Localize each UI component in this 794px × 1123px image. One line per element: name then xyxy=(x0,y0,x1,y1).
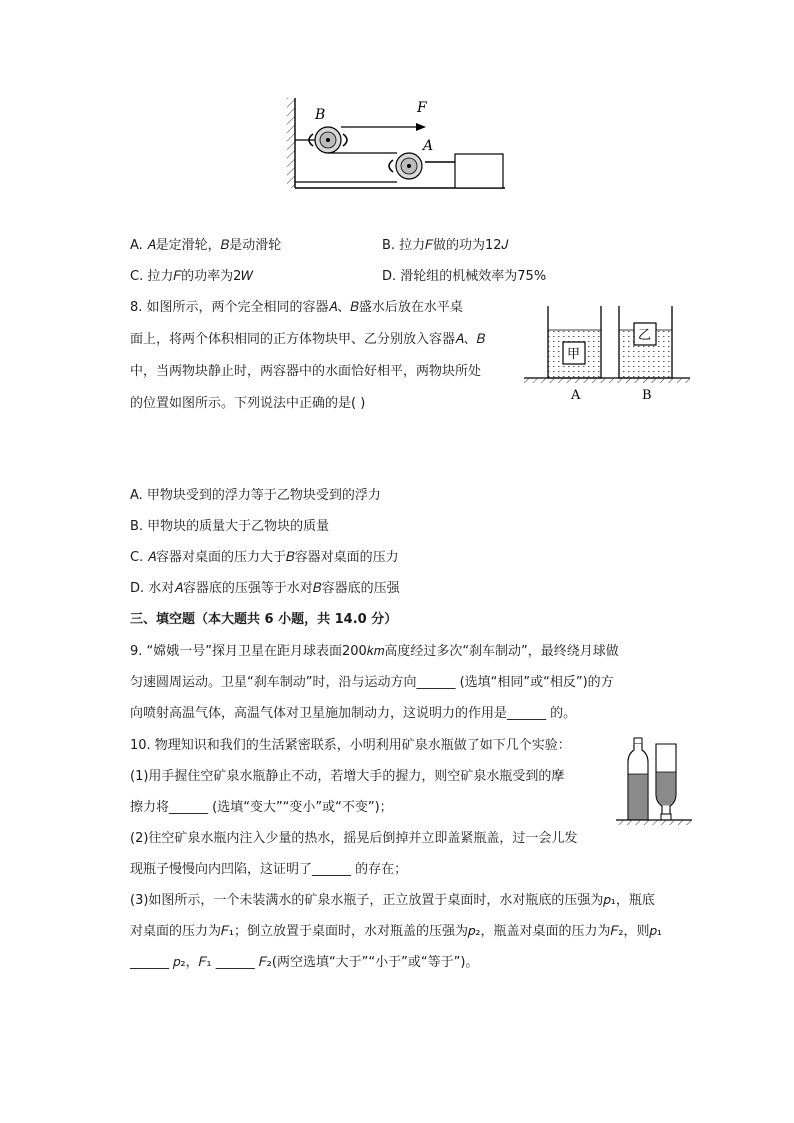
q9-line-3: 向喷射高温气体，高温气体对卫星施加制动力，这说明力的作用是______ 的。 xyxy=(130,706,577,721)
q10-line-8: ______ 𝑝₂，𝐹₁ ______ 𝐹₂(两空选填“大于”“小于”或“等于”)。 xyxy=(130,955,479,970)
q7-option-c: C. 拉力𝐹的功率为2𝑊 xyxy=(130,269,254,284)
block-jia-label: 甲 xyxy=(567,347,581,362)
inverted-bottle xyxy=(656,744,676,820)
q10-line-6: (3)如图所示，一个未装满水的矿泉水瓶子，正立放置于桌面时，水对瓶底的压强为𝑝₁，瓶底 xyxy=(130,893,655,908)
section-3-heading: 三、填空题（本大题共 6 小题，共 14.0 分） xyxy=(130,612,398,627)
block-yi-label: 乙 xyxy=(638,328,652,343)
q10-line-1: 10. 物理知识和我们的生活紧密联系，小明利用矿泉水瓶做了如下几个实验： xyxy=(130,738,571,753)
container-a-label: A xyxy=(571,388,581,403)
wall-hatch xyxy=(287,98,295,188)
q9-line-2: 匀速圆周运动。卫星“刹车制动”时，沿与运动方向______ (选填“相同”或“相反”)的方 xyxy=(130,675,614,690)
q7-option-d: D. 滑轮组的机械效率为75% xyxy=(382,269,547,284)
pulley-system-figure xyxy=(285,92,510,194)
arrow-f xyxy=(416,123,426,131)
q7-option-a: A. 𝐴是定滑轮，𝐵是动滑轮 xyxy=(130,238,282,253)
block-object xyxy=(455,154,503,188)
q8-line-2: 面上，将两个体积相同的正方体物块甲、乙分别放入容器𝐴、𝐵 xyxy=(130,332,486,347)
container-b-label: B xyxy=(642,388,652,403)
bottles-figure xyxy=(614,736,694,830)
q10-line-7: 对桌面的压力为𝐹₁；倒立放置于桌面时，水对瓶盖的压强为𝑝₂，瓶盖对桌面的压力为𝐹₂，则𝑝₁ xyxy=(130,924,662,939)
q10-line-5: 现瓶子慢慢向内凹陷，这证明了______ 的存在； xyxy=(130,862,408,877)
q8-option-a: A. 甲物块受到的浮力等于乙物块受到的浮力 xyxy=(130,488,381,503)
q8-option-b: B. 甲物块的质量大于乙物块的质量 xyxy=(130,519,330,534)
q8-line-3: 中，当两物块静止时，两容器中的水面恰好相平，两物块所处 xyxy=(130,364,482,379)
label-b: B xyxy=(315,107,326,123)
q8-option-d: D. 水对𝐴容器底的压强等于水对𝐵容器底的压强 xyxy=(130,581,400,596)
q10-line-3: 擦力将______ (选填“变大”“变小”或“不变”)； xyxy=(130,800,393,815)
label-f: F xyxy=(417,100,427,116)
q9-line-1: 9. “嫦娥一号”探月卫星在距月球表面200𝑘𝑚高度经过多次“刹车制动”，最终绕月球做 xyxy=(130,644,619,659)
label-a: A xyxy=(423,138,434,154)
q8-option-c: C. 𝐴容器对桌面的压力大于𝐵容器对桌面的压力 xyxy=(130,550,399,565)
q8-line-1: 8. 如图所示，两个完全相同的容器𝐴、𝐵盛水后放在水平桌 xyxy=(130,300,463,315)
q10-line-4: (2)往空矿泉水瓶内注入少量的热水，摇晃后倒掉并立即盖紧瓶盖，过一会儿发 xyxy=(130,831,578,846)
containers-figure xyxy=(522,300,692,404)
q7-option-b: B. 拉力𝐹做的功为12𝐽 xyxy=(382,238,509,253)
q8-line-4: 的位置如图所示。下列说法中正确的是( ) xyxy=(130,396,366,411)
q10-line-2: (1)用手握住空矿泉水瓶静止不动，若增大手的握力，则空矿泉水瓶受到的摩 xyxy=(130,769,565,784)
upright-bottle xyxy=(628,738,648,820)
